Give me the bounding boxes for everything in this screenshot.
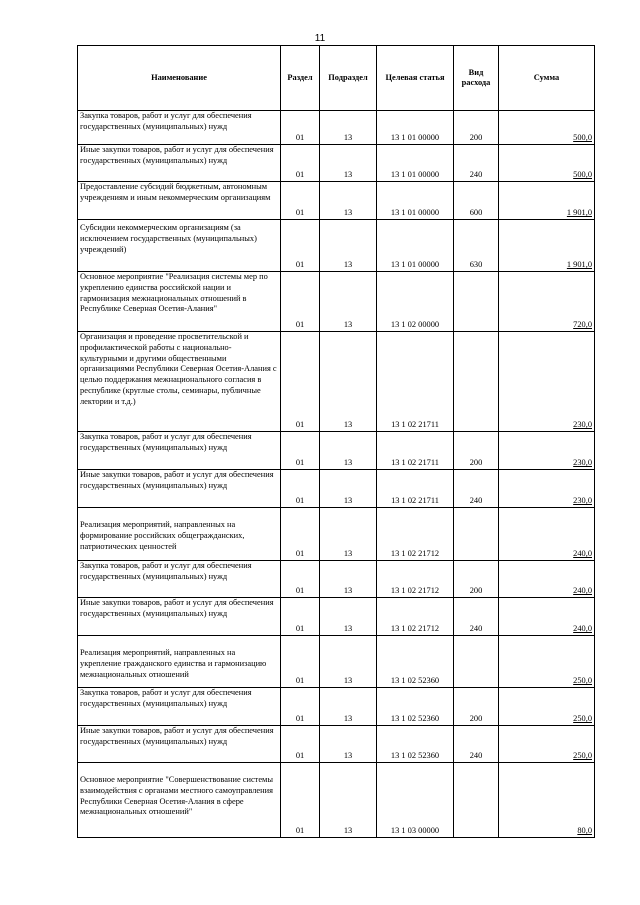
row-expense-type: 200 — [454, 111, 499, 145]
table-row — [78, 272, 595, 332]
row-amount: 250,0 — [499, 636, 595, 688]
table-row — [78, 111, 595, 145]
table-header-row — [78, 46, 595, 111]
page-number: 11 — [314, 33, 326, 44]
table-row — [78, 636, 595, 688]
header-expense-type: Вид расхода — [454, 46, 499, 111]
row-subsection: 13 — [320, 432, 377, 470]
row-name: Основное мероприятие "Совершенствование системы взаимодействия с органами местного самоуправления Республики Северная Осетия-Алания в сфере межнациональных отношений" — [78, 763, 281, 838]
table-row — [78, 432, 595, 470]
row-section: 01 — [281, 470, 320, 508]
table-row — [78, 726, 595, 763]
row-expense-type: 240 — [454, 598, 499, 636]
row-subsection: 13 — [320, 763, 377, 838]
row-expense-type: 240 — [454, 145, 499, 182]
row-subsection: 13 — [320, 598, 377, 636]
row-name: Реализация мероприятий, направленных на укрепление гражданского единства и гармонизацию межнациональных отношений — [78, 636, 281, 688]
row-subsection: 13 — [320, 636, 377, 688]
row-expense-type: 200 — [454, 688, 499, 726]
row-name: Предоставление субсидий бюджетным, автономным учреждениям и иным некоммерческим организациям — [78, 182, 281, 220]
row-target: 13 1 01 00000 — [377, 220, 454, 272]
row-amount: 240,0 — [499, 598, 595, 636]
table-row — [78, 763, 595, 838]
row-amount: 500,0 — [499, 111, 595, 145]
row-target: 13 1 02 21711 — [377, 470, 454, 508]
row-expense-type: 630 — [454, 220, 499, 272]
row-target: 13 1 02 52360 — [377, 688, 454, 726]
row-expense-type — [454, 272, 499, 332]
row-name: Закупка товаров, работ и услуг для обеспечения государственных (муниципальных) нужд — [78, 432, 281, 470]
row-expense-type — [454, 332, 499, 432]
row-target: 13 1 02 21712 — [377, 598, 454, 636]
row-amount: 250,0 — [499, 726, 595, 763]
header-section: Раздел — [281, 46, 320, 111]
row-name: Иные закупки товаров, работ и услуг для обеспечения государственных (муниципальных) нужд — [78, 145, 281, 182]
row-amount: 1 901,0 — [499, 220, 595, 272]
row-target: 13 1 02 21712 — [377, 508, 454, 561]
header-subsection: Подраздел — [320, 46, 377, 111]
table-row — [78, 220, 595, 272]
row-subsection: 13 — [320, 561, 377, 598]
row-expense-type: 200 — [454, 561, 499, 598]
row-section: 01 — [281, 598, 320, 636]
row-name: Закупка товаров, работ и услуг для обеспечения государственных (муниципальных) нужд — [78, 688, 281, 726]
row-expense-type: 200 — [454, 432, 499, 470]
budget-table — [77, 45, 595, 838]
row-expense-type: 240 — [454, 726, 499, 763]
row-subsection: 13 — [320, 111, 377, 145]
row-amount: 240,0 — [499, 561, 595, 598]
row-target: 13 1 01 00000 — [377, 145, 454, 182]
row-amount: 80,0 — [499, 763, 595, 838]
table-row — [78, 182, 595, 220]
row-name: Реализация мероприятий, направленных на формирование российских общегражданских, патриотических ценностей — [78, 508, 281, 561]
table-row — [78, 508, 595, 561]
row-section: 01 — [281, 726, 320, 763]
row-target: 13 1 02 21711 — [377, 432, 454, 470]
row-name: Основное мероприятие "Реализация системы мер по укреплению единства российской нации и гармонизация межнациональных отношений в Республике Северная Осетия-Алания" — [78, 272, 281, 332]
row-subsection: 13 — [320, 688, 377, 726]
row-target: 13 1 02 52360 — [377, 726, 454, 763]
row-expense-type — [454, 636, 499, 688]
row-section: 01 — [281, 508, 320, 561]
table-row — [78, 332, 595, 432]
row-subsection: 13 — [320, 508, 377, 561]
row-amount: 1 901,0 — [499, 182, 595, 220]
row-section: 01 — [281, 332, 320, 432]
row-section: 01 — [281, 432, 320, 470]
row-amount: 230,0 — [499, 470, 595, 508]
row-subsection: 13 — [320, 145, 377, 182]
table-row — [78, 598, 595, 636]
row-expense-type — [454, 508, 499, 561]
row-amount: 240,0 — [499, 508, 595, 561]
row-section: 01 — [281, 763, 320, 838]
row-expense-type — [454, 763, 499, 838]
row-section: 01 — [281, 145, 320, 182]
row-section: 01 — [281, 688, 320, 726]
row-subsection: 13 — [320, 220, 377, 272]
row-name: Иные закупки товаров, работ и услуг для обеспечения государственных (муниципальных) нужд — [78, 598, 281, 636]
row-section: 01 — [281, 272, 320, 332]
row-name: Иные закупки товаров, работ и услуг для обеспечения государственных (муниципальных) нужд — [78, 470, 281, 508]
row-name: Иные закупки товаров, работ и услуг для обеспечения государственных (муниципальных) нужд — [78, 726, 281, 763]
row-target: 13 1 02 52360 — [377, 636, 454, 688]
row-section: 01 — [281, 182, 320, 220]
row-target: 13 1 02 21712 — [377, 561, 454, 598]
header-target: Целевая статья — [377, 46, 454, 111]
row-expense-type: 240 — [454, 470, 499, 508]
table-row — [78, 145, 595, 182]
row-amount: 230,0 — [499, 432, 595, 470]
header-name: Наименование — [78, 46, 281, 111]
row-section: 01 — [281, 636, 320, 688]
table-row — [78, 688, 595, 726]
row-section: 01 — [281, 220, 320, 272]
row-name: Организация и проведение просветительской и профилактической работы с национально-культурными и другими общественными организациями Республики Северная Осетия-Алания с целью поддержания межнационального согласия в республике (круглые столы, семинары, публичные лектории и т.д.) — [78, 332, 281, 432]
row-subsection: 13 — [320, 470, 377, 508]
row-subsection: 13 — [320, 182, 377, 220]
row-target: 13 1 03 00000 — [377, 763, 454, 838]
row-target: 13 1 01 00000 — [377, 182, 454, 220]
row-amount: 500,0 — [499, 145, 595, 182]
row-amount: 720,0 — [499, 272, 595, 332]
row-section: 01 — [281, 561, 320, 598]
row-name: Субсидии некоммерческим организациям (за исключением государственных (муниципальных) учреждений) — [78, 220, 281, 272]
row-expense-type: 600 — [454, 182, 499, 220]
row-target: 13 1 02 21711 — [377, 332, 454, 432]
row-amount: 230,0 — [499, 332, 595, 432]
row-target: 13 1 02 00000 — [377, 272, 454, 332]
row-name: Закупка товаров, работ и услуг для обеспечения государственных (муниципальных) нужд — [78, 561, 281, 598]
row-name: Закупка товаров, работ и услуг для обеспечения государственных (муниципальных) нужд — [78, 111, 281, 145]
header-amount: Сумма — [499, 46, 595, 111]
row-amount: 250,0 — [499, 688, 595, 726]
row-target: 13 1 01 00000 — [377, 111, 454, 145]
row-subsection: 13 — [320, 272, 377, 332]
table-row — [78, 561, 595, 598]
row-subsection: 13 — [320, 332, 377, 432]
row-section: 01 — [281, 111, 320, 145]
table-row — [78, 470, 595, 508]
row-subsection: 13 — [320, 726, 377, 763]
